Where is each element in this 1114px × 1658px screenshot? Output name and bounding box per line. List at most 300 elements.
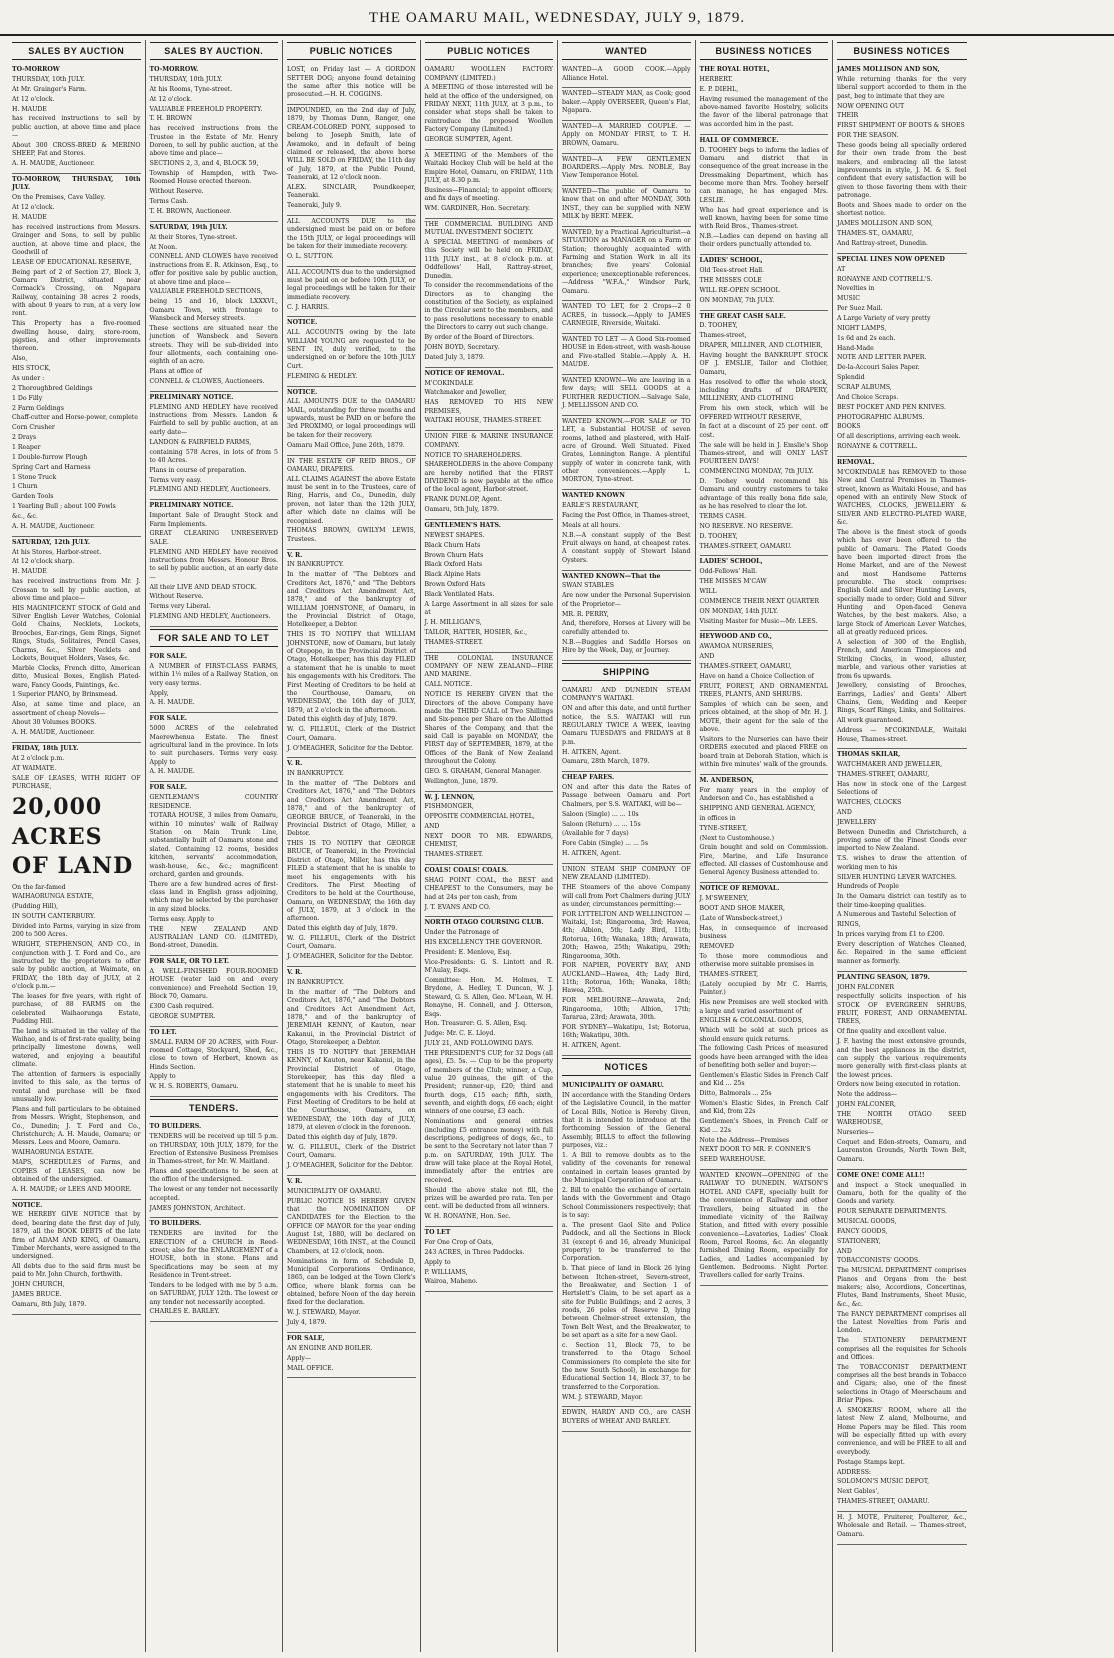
ad-line: NOTICE IS HEREBY GIVEN that the Directors of the above Company have made the THIRD CALL of Two Shillings and Six-pence per Share on the Allotted Shares of the Company, and that the said Call is payable on MONDAY, the FIRST day of SEPTEMBER, 1879, at the Offices of the Bank of New Zealand throughout the Colony. (424, 691, 553, 766)
ad-line: Facing the Post Office, in Thames-street, (562, 511, 690, 519)
ad-line: 1 Superior PIANO, by Brinsmead. (12, 691, 118, 699)
ad-line: FOR LYTTELTON AND WELLINGTON —Waitaki, 1st; Ringarooma, 3rd; Hawea, 4th; Albion, 5th; Lady Bird, 11th; Rotorua, 16th; Wanaka, 18th; Arawata, 20th; Hawea, 25th; Wakatipu, 29th; Ringarooma, 30th. (562, 910, 691, 960)
ad-line: Oamaru, 28th March, 1879. (562, 758, 650, 766)
advertisement (287, 1333, 416, 1378)
ad-line: N.B.—Buggies and Saddle Horses on Hire by the Week, Day, or Journey. (562, 638, 691, 654)
ad-line: WE HEREBY GIVE NOTICE that by deed, bearing date the first day of July, 1879, all the BOOK DEBTS of the late firm of ADAM AND KING, of Oamaru, Timber Merchants, were assigned to the undersigned. (12, 1211, 141, 1261)
ad-line: Wairoa, Maheno. (424, 1278, 478, 1286)
ad-line: RONAYNE & COTTRELL. (837, 443, 918, 451)
ad-line: has received instructions from Messrs. Grainger and Sons, to sell by public auction, at above time and place, the Goodwill of (12, 223, 141, 256)
ad-line: FOR SYDNEY—Wakatipu, 1st; Rotorua, 16th; Wakatipu, 30th. (562, 1023, 691, 1040)
ad-line: c. Section 11, Block 75, to be transferred to the Otago School Commissioners (to complete the site for the new South School), in exchange for Educational Section 14, Block 37, to be transferred to the Corporation. (562, 1341, 691, 1391)
ad-line: Dated this eighth day of July, 1879. (287, 716, 398, 724)
ad-line: MUNICIPALITY OF OAMARU. (287, 1187, 382, 1195)
ad-line: respectfully solicits inspection of his STOCK OF EVERGREEN SHRUBS, FRUIT, FOREST, AND ORNAMENTAL TREES, (837, 993, 967, 1026)
ad-line: Plans and specifications to be seen at the office of the undersigned. (149, 1168, 278, 1184)
ad-line: Vice-Presidents: G. S. Lintott and R. M'Aulay, Esqs. (424, 958, 553, 975)
section-header: SALES BY AUCTION (12, 42, 141, 60)
ad-line: D. Toohey would recommend his Oamaru and country customers to take advantage of this really bona fide sale, as he has resolved to clear the lot. (699, 478, 828, 511)
ad-line: Plans at office of (149, 368, 202, 376)
ad-line: The leases for five years, with right of purchase, of 88 FARMS on the celebrated Waihaorunga Estate, Pudding Hill. (12, 992, 141, 1025)
ad-line: TENDERS are invited for the ERECTION of a CHURCH in Reed-street; also for the ENLARGEMENT of a HOUSE, both in stone. Plans and Specifications may be seen at my Residence in Trent-street. (149, 1230, 278, 1280)
ad-line: AND (424, 823, 440, 831)
ad-line: OPPOSITE COMMERCIAL HOTEL, (424, 813, 535, 821)
ad-line: ON MONDAY, 14th JULY. (699, 607, 779, 615)
ad-line: AWAMOA NURSERIES, (699, 643, 774, 651)
ad-line: In the matter of "The Debtors and Creditors Act, 1876," and "The Debtors and Creditors Act Amendment Act, 1878," and of the bankruptcy of JEREMIAH KENNY, of Kauton, near Kakanui, in the Provincial District of Otago, Storekeeper, a Debtor. (287, 988, 416, 1047)
ad-line: Chaff-cutter and Horse-power, complete (12, 414, 138, 422)
advertisement (287, 758, 416, 967)
column-2 (146, 40, 284, 1652)
newspaper-columns (8, 40, 1108, 1652)
ad-line: HEYWOOD AND CO., (699, 633, 772, 641)
ad-line: There are a few hundred acres of first-class land in English grass adjoining, which may be selected by the purchaser in any sized blocks. (149, 880, 278, 913)
ad-line: REMOVED (699, 942, 734, 950)
ad-line: Judge: Mr. C. E. Lloyd. (424, 1030, 496, 1038)
ad-line: LADIES' SCHOOL, (699, 558, 763, 566)
ad-line: Hundreds of People (837, 883, 899, 891)
ad-line: TO BUILDERS. (149, 1220, 202, 1228)
column-1 (8, 40, 146, 1652)
ad-line: Apply to (149, 1073, 176, 1081)
ad-line: A selection of 300 of the English, French, and American Timepieces and Striking Clocks, in wood, alluster, marble, and various other varieties at from 6s upwards. (837, 639, 967, 680)
ad-line: 5000 ACRES of the celebrated Maerewhenua Estate. The finest agricultural land in the province. In lots to suit purchasers. Terms very easy. Apply to (149, 725, 278, 766)
advertisement (12, 537, 141, 743)
ad-line: T. H. BROWN, Auctioneer. (149, 208, 232, 216)
advertisement (150, 64, 279, 222)
advertisement (700, 1170, 829, 1286)
ad-line: V. R. (287, 760, 303, 768)
ad-line: About 300 CROSS-BRED & MERINO SHEEP, Fat and Stores. (12, 142, 141, 158)
ad-line: AT WAIMATE. (12, 764, 57, 772)
ad-line: Apply to (424, 1258, 451, 1266)
ad-line: Nominations in form of Schedule D, Municipal Corporations Ordinance, 1865, can be lodged at the Town Clerk's Office, where blank forms can be obtained, before Noon of the day herein fixed for the declaration. (287, 1257, 416, 1307)
ad-line: a. The present Gaol Site and Police Paddock, and all the Sections in Block 31 (except 6 and 16, already Municipal property) to be transferred to the Corporation. (562, 1221, 691, 1263)
ad-line: WANTED KNOWN—OPENING of the RAILWAY TO DUNEDIN. WATSON'S HOTEL AND CAFE, specially built for the convenience of Railway and other Travellers, being situated in the immediate vicinity of the Railway Station, and fitted with every possible convenience—Lavatories, Ladies' Cloak Room, Parcel Rooms, &c. An elegantly furnished Dining Room, especially for Ladies, and Ladies accompanied by Gentlemen. Bedrooms. Night Porter. Travellers called for early Trains. (699, 1172, 828, 1280)
ad-line: For many years in the employ of Anderson and Co., has established a (699, 786, 828, 803)
ad-line: IN THE ESTATE OF REID BROS., OF OAMARU, DRAPERS. (287, 457, 416, 473)
advertisement (562, 186, 691, 227)
ad-line: Teaneraki, July 9. (287, 202, 342, 210)
ad-line: Watchmaker and Jeweller, (424, 389, 507, 397)
ad-line: At 2 o'clock p.m. (12, 755, 65, 763)
ad-line: AT (837, 265, 846, 273)
ad-line: WANTED—A GOOD COOK.—Apply Alliance Hotel. (562, 66, 691, 82)
ad-line: WILL (699, 588, 717, 596)
ad-line: Terms very Liberal. (149, 603, 211, 611)
ad-line: PRELIMINARY NOTICE. (149, 393, 234, 401)
ad-line: GENTLEMEN'S HATS. (424, 522, 501, 530)
section-header: TENDERS. (150, 1099, 279, 1117)
ad-line: Orders now being executed in rotation. (837, 1081, 961, 1089)
ad-line: NORTH OTAGO COURSING CLUB. (424, 919, 544, 927)
advertisement (425, 917, 554, 1227)
ad-line: UNION FIRE & MARINE INSURANCE COMPANY. (424, 433, 553, 449)
ad-line: HAS REMOVED TO HIS NEW PREMISES, (424, 399, 553, 415)
ad-line: NOTICE OF REMOVAL. (424, 369, 505, 377)
ad-line: TOTARA HOUSE, 3 miles from Oamaru, within 10 minutes' walk of Railway Station on Main Trunk Line, substantially built of Oamaru stone and slated. Containing 12 rooms, besides kitchen, servants' accommodation, wash-house, &c., &c.; magnificent orchard, garden and grounds. (149, 812, 278, 878)
ad-line: Boots and Shoes made to order on the shortest notice. (837, 202, 967, 218)
ad-line: IN SOUTH CANTERBURY. (12, 913, 96, 921)
ad-line: THAMES-STREET, (699, 971, 759, 979)
ad-line: On the far-famed (12, 883, 66, 891)
ad-line: H. MAUDE (12, 568, 47, 576)
advertisement (425, 150, 554, 219)
ad-line: Tenders to be lodged with me by 5 a.m. on SATURDAY, JULY 12th. The lowest or any tender not necessarily accepted. (149, 1281, 278, 1306)
ad-line: W. H. RONAYNE, Hon. Sec. (424, 1213, 511, 1221)
advertisement (837, 64, 967, 254)
ad-line: MUSIC (837, 295, 860, 303)
ad-line: TENDERS will be received up till 5 p.m. on THURSDAY, 10th JULY, 1879, for the Erection of Extensive Business Premises in Thames-street, for Mr. W. Maitland. (149, 1133, 278, 1166)
advertisement (287, 216, 416, 267)
advertisement (562, 64, 691, 88)
ad-line: A NUMBER of FIRST-CLASS FARMS, within 1½ miles of a Railway Station, on very easy terms. (149, 662, 278, 687)
advertisement (425, 64, 554, 150)
ad-line: The above is the finest stock of goods which has ever been offered to the public of Oamaru. The Plated Goods have been imported direct from the Home Market, and are of the Newest and most Handsome Patterns procurable. The stock comprises: English Gold and Silver Hunting Levers, specially made to order; Gold and Silver Hunting and Open-faced Geneva Watches, by the best makers. Also, a large Stock of American Lever Watches, all at greatly reduced prices. (837, 528, 967, 637)
ad-line: MUNICIPALITY OF OAMARU. (562, 1082, 664, 1090)
ad-line: (Pudding Hill), (12, 903, 59, 911)
ad-line: A. H. MAUDE; or LEES AND MOORE. (12, 1185, 132, 1193)
ad-line: EARLE'S RESTAURANT, (562, 502, 639, 510)
ad-line: THURSDAY, 10th JULY. (149, 76, 223, 83)
ad-line: 243 ACRES, in Three Paddocks. (424, 1248, 525, 1256)
ad-line: W. G. FILLEUL, Clerk of the District Court, Oamaru. (287, 726, 416, 742)
advertisement (150, 782, 279, 956)
ad-line: J. O'MEAGHER, Solicitor for the Debtor. (287, 1162, 414, 1170)
ad-line: UNION STEAM SHIP COMPANY OF NEW ZEALAND (LIMITED). (562, 865, 691, 882)
advertisement (150, 392, 279, 500)
ad-line: Oamaru, 5th July, 1879. (424, 506, 499, 514)
ad-line: J. O'MEAGHER, Solicitor for the Debtor. (287, 953, 414, 961)
advertisement (562, 375, 691, 416)
ad-line: TO-MORROW, THURSDAY, 10th JULY. (12, 176, 141, 192)
ad-line: Oamaru Mail Office, June 26th, 1879. (287, 441, 405, 449)
advertisement (837, 1170, 967, 1512)
ad-line: M. ANDERSON, (699, 776, 754, 784)
ad-line: Between Dunedin and Christchurch, a proving some of the Finest Goods ever imported to New Zealand. (837, 828, 967, 853)
ad-line: Who has had great experience and is well known, having been for some time with Reid Bros., Thames-street. (699, 206, 828, 231)
ad-line: Divided into Farms, varying in size from 200 to 500 Acres. (12, 922, 141, 939)
ad-line: H. J. MOTE, Fruiterer, Poulterer, &c., Wholesale and Retail. — Thames-street, Oamaru. (837, 1513, 967, 1538)
ad-line: And Choice Scraps. (837, 393, 899, 401)
ad-line: SILVER HUNTING LEVER WATCHES. (837, 873, 957, 881)
ad-line: WANTED TO LET — A Good Six-roomed HOUSE in Eden-street, with wash-house and Five-stalled Stable.—Apply A. H. MAUDE. (562, 335, 691, 369)
ad-line: FOR THE SEASON. (837, 132, 899, 140)
ad-line: SPECIAL LINES NOW OPENED (837, 255, 945, 263)
advertisement (150, 1027, 279, 1098)
ad-line: JULY 21, AND FOLLOWING DAYS. (424, 1040, 534, 1048)
advertisement (150, 713, 279, 782)
ad-line: At Noon. (149, 243, 178, 251)
ad-line: At Mr. Grainger's Farm. (12, 85, 87, 93)
advertisement (562, 334, 691, 375)
ad-line: AN ENGINE AND BOILER. (287, 1344, 373, 1352)
ad-line: The sale will be held in J. Emslie's Shop Thames-street, and will ONLY LAST FOURTEEN DAYS! (699, 441, 828, 466)
ad-line: Jewellery, consisting of Brooches, Earrings, Ladies' and Gents' Albert Chains, Gem, Wedding and Keeper Rings, Scarf Rings, Links, and Solitaires. (837, 682, 967, 715)
ad-line: FOR MELBOURNE—Arawata, 2nd; Ringarooma, 10th; Albion, 17th; Tararua, 23rd; Arawata, 30th. (562, 997, 691, 1022)
ad-line: A. H. MAUDE, Auctioneer. (12, 522, 95, 530)
advertisement (837, 749, 967, 971)
ad-line: THE PRESIDENT'S CUP, for 32 Dogs (all ages), £5. 5s. — Cup to be the property of members of the Club; winner, a Cup, value 20 guineas, the gift of the President; runner-up, £20; third and fourth dogs, £15 each; fifth, sixth, seventh, and eighth dogs, £6 each; eight winners of one course, £3 each. (424, 1049, 553, 1116)
ad-line: In the matter of "The Debtors and Creditors Act, 1876," and "The Debtors and Creditors Act Amendment Act, 1878," and of the bankruptcy of GEORGE BRUCE, of Teaneraki, in the Provincial District of Otago, Miller, a Debtor. (287, 780, 416, 838)
section-header: FOR SALE AND TO LET (150, 629, 279, 647)
ad-line: 1 Double-furrow Plough (12, 453, 88, 461)
ad-line: OAMARU AND DUNEDIN STEAM COMPANY'S WAITAKI. (562, 686, 691, 703)
ad-line: Per Suez Mail. (837, 305, 883, 313)
ad-line: In fact at a discount of 25 per cent. off cost. (699, 423, 828, 439)
ad-line: Oamaru, 8th July, 1879. (12, 1301, 87, 1309)
ad-line: On the Premises, Cave Valley. (12, 194, 106, 202)
ad-line: A. H. MAUDE. (149, 699, 195, 707)
ad-line: COMMENCE THEIR NEXT QUARTER (699, 597, 820, 605)
ad-line: About 30 Volumes BOOKS. (12, 719, 97, 727)
ad-line: These sections are situated near the junction of Wansbeck and Severn streets. They will be sub-divided into four allotments, each containing one-eighth of an acre. (149, 324, 278, 366)
ad-line: July 4, 1879. (287, 1319, 327, 1327)
ad-line: H. AITKEN, Agent. (562, 748, 621, 756)
ad-line: b. That piece of land in Block 26 lying between Itchen-street, Severn-street, the Breakwater, and Section 1 of Hertslett's Claim, to be set apart as a site for Public Buildings; and 2 acres, 3 roods, 26 poles of Reserve D, lying between Chelmer-street extension, the Town Belt West, and the Breakwater, to be set apart as a site for a new Gaol. (562, 1265, 691, 1340)
ad-line: Has now in stock one of the Largest Selections of (837, 780, 967, 797)
advertisement (837, 1512, 967, 1545)
ad-line: THE MISSES COLE (699, 277, 762, 285)
ad-line: Township of Hampden, with Two-Roomed House erected thereon. (149, 170, 278, 186)
ad-line: and inspect a Stock unequalled in Oamaru, both for the quality of the Goods and variety. (837, 1181, 967, 1206)
ad-line: FISHMONGER, (424, 803, 474, 811)
ad-line: JOHN BOYD, Secretary. (424, 343, 500, 351)
ad-line: JOHN FALCONER, (837, 1101, 897, 1109)
ad-line: Have on hand a Choice Collection of (699, 672, 814, 680)
ad-line: ON and after this date the Rates of Passage between Oamaru and Port Chalmers, per S.S. WAITAKI, will be— (562, 784, 691, 808)
advertisement (150, 1121, 279, 1218)
ad-line: FOR SALE. (149, 784, 188, 792)
ad-line: Black Oxford Hats (424, 561, 483, 569)
ad-line: T. H. BROWN (149, 115, 193, 123)
advertisement (150, 956, 279, 1027)
ad-line: W. J. LENNON, (424, 793, 475, 801)
ad-line: A WELL-FINISHED FOUR-ROOMED HOUSE (water laid on and every convenience) and Freehold Section 19, Block 70, Oamaru. (149, 967, 278, 1001)
ad-line: ENGLISH & COLONIAL GOODS, (699, 1017, 804, 1025)
section-header: NOTICES (562, 1058, 691, 1076)
ad-line: GREAT CLEARING UNRESERVED SALE. (149, 530, 278, 546)
ad-line: All their LIVE AND DEAD STOCK. (149, 583, 257, 591)
advertisement (425, 219, 554, 368)
ad-line: THE MISSES M'CAW (699, 578, 767, 586)
advertisement (700, 311, 829, 557)
ad-line: TO-MORROW. (149, 66, 199, 74)
ad-line: FANCY GOODS, (837, 1227, 888, 1235)
ad-line: OAMARU WOOLLEN FACTORY COMPANY (LIMITED.) (424, 66, 553, 82)
ad-line: At 12 o'clock. (12, 95, 55, 103)
ad-line: At his Rooms, Tyne-street. (149, 85, 233, 93)
ad-line: EDWIN, HARDY AND CO., are CASH BUYERS of WHEAT AND BARLEY. (562, 1409, 691, 1425)
ad-line: J. T. EVANS AND CO. (424, 903, 491, 911)
ad-line: 2 Thoroughbred Geldings (12, 384, 93, 392)
ad-line: SHAG POINT COAL, the BEST and CHEAPEST to the Consumers, may be had at 24s per ton cash, from (424, 876, 553, 901)
ad-line: NOTICE. (287, 388, 318, 396)
ad-line: (Lately occupied by Mr C. Harris, Painter.) (699, 980, 828, 997)
section-header: SALES BY AUCTION. (150, 42, 279, 60)
advertisement (425, 368, 554, 432)
ad-line: SOLOMON'S MUSIC DEPOT, (837, 1478, 930, 1486)
ad-line: ALEX. SINCLAIR, Poundkeeper, Teaneraki. (287, 183, 416, 200)
advertisement (562, 772, 691, 864)
ad-line: Nurseries— (837, 1129, 875, 1137)
ad-line: THEIR (837, 112, 859, 120)
ad-line: WANTED, by a Practical Agriculturist—a SITUATION as MANAGER on a Farm or Station; thoroughly acquainted with Farming and Station Work in all its branches; five years' Colonial experience; unexceptionable references.—Address "W.F.A.," Windsor Park, Oamaru. (562, 229, 691, 295)
ad-line: FOR SALE, OR TO LET. (149, 958, 230, 966)
ad-line: THURSDAY, 10th JULY. (12, 76, 86, 83)
ad-line: The following Cash Prices of measured goods have been arranged with the idea of benefiting both seller and buyer:— (699, 1045, 828, 1070)
ad-line: THAMES-STREET, OAMARU. (837, 1498, 930, 1506)
ad-line: NOTICE TO SHAREHOLDERS. (424, 451, 522, 459)
ad-line: MUSICAL GOODS, (837, 1217, 897, 1225)
ad-line: REMOVAL. (837, 459, 875, 467)
ad-line: De-la-Accouri Sales Paper. (837, 364, 920, 372)
ad-line: ALL ACCOUNTS DUE to the undersigned must be paid on or before the 15th JULY, or legal proceedings will be taken for their immediate recovery. (287, 217, 416, 250)
ad-line: NOW OPENING OUT (837, 102, 905, 110)
ad-line: Of fine quality and excellent value. (837, 1028, 947, 1036)
ad-line: Saloon (Single) ... ... 10s (562, 810, 639, 818)
ad-line: &c., &c. (12, 513, 38, 521)
ad-line: Having bought the BANKRUPT STOCK OF J. EMSLIE, Tailor and Clothier, Oamaru, (699, 352, 828, 376)
ad-line: JEWELLERY (837, 818, 877, 826)
ad-line: SATURDAY, 19th JULY. (149, 223, 228, 231)
ad-line: STATIONERY, (837, 1237, 881, 1245)
ad-line: GEORGE SUMPTER. (149, 1012, 216, 1020)
ad-line: 1 Do Filly (12, 394, 43, 402)
ad-line: Are now under the Personal Supervision of the Proprietor— (562, 592, 691, 608)
ad-line: CHEAP FARES. (562, 774, 615, 782)
section-header: SHIPPING (562, 663, 691, 681)
ad-line: The TOBACCONIST DEPARTMENT comprises all the best brands in Tobacco and Cigars; also, one of the finest selections in Otago of Meerschaum and Briar Pipes. (837, 1363, 967, 1405)
ad-line: VALUABLE FREEHOLD PROPERTY. (149, 105, 263, 113)
ad-line: This Property has a five-roomed dwelling house, dairy, store-room, pigsties, and other improvements thereon. (12, 320, 141, 353)
ad-line: has received instructions from Mr. J. Crossan to sell by public auction, at above time and place— (12, 578, 141, 602)
ad-line: CALL NOTICE. (424, 681, 473, 689)
ad-line: Meals at all hours. (562, 521, 621, 529)
ad-line: In the Oamaru district can testify as to their time-keeping qualities. (837, 893, 967, 909)
ad-line: WAIHAORUNGA ESTATE. (12, 1149, 94, 1157)
ad-line: C. J. HARRIS. (287, 303, 329, 311)
ad-line: Hon. Treasurer: G. S. Allen, Esq. (424, 1020, 527, 1028)
ad-line: The STATIONERY DEPARTMENT comprises all the requisites for Schools and Offices. (837, 1337, 967, 1361)
ad-line: Also, at same time and place, an assortment of cheap Novels— (12, 701, 141, 717)
ad-line: HIS EXCELLENCY THE GOVERNOR. (424, 939, 543, 947)
ad-line: Having resumed the management of the above-named favorite Hostelry, solicits the favor of the liberal patronage that was accorded him in the past. (699, 95, 828, 128)
ad-line: WATCHMAKER AND JEWELLER, (837, 761, 943, 769)
ad-line: HERBERT. (699, 76, 733, 83)
ad-line: Odd-Fellows' Hall. (699, 568, 758, 576)
ad-line: HIS STOCK, (12, 365, 51, 373)
ad-line: THAMES-STREET. (424, 638, 484, 646)
ad-line: AND (837, 809, 852, 817)
ad-line: W. J. STEWARD, Mayor. (287, 1309, 361, 1317)
advertisement (562, 864, 691, 1056)
ad-line: THOMAS BROWN, GWILYM LEWIS, Trustees. (287, 527, 416, 543)
ad-line: Dated July 3, 1879. (424, 353, 485, 361)
ad-line: SATURDAY, 12th JULY. (12, 538, 91, 546)
ad-line: Splendid (837, 374, 865, 382)
advertisement (287, 267, 416, 318)
ad-line: has received instructions to sell by public auction, at above time and place— (12, 115, 141, 140)
ad-line: BEST POCKET AND PEN KNIVES. (837, 403, 946, 411)
newspaper-title: THE OAMARU MAIL, WEDNESDAY, JULY 9, 1879. (368, 10, 746, 26)
ad-line: D. TOOHEY, (699, 532, 738, 540)
ad-line: From his own stock, which will be OFFERED WITHOUT RESERVE, (699, 405, 828, 421)
ad-line: FLEMING AND HEDLEY, Auctioneers. (149, 613, 271, 621)
ad-line: WAIHAORUNGA ESTATE, (12, 893, 94, 901)
ad-line: MR. R. PERRY, (562, 610, 609, 618)
ad-line: SALE OF LEASES, WITH RIGHT OF PURCHASE, (12, 774, 141, 791)
ad-line: Thames-street, (699, 332, 747, 340)
ad-line: Plans and full particulars to be obtained from Messrs. Wright, Stephenson, and Co., Dunedin; J. T. Ford and Co., Christchurch; A. H. Maude, Oamaru; or Messrs. Lees and Moore, Oamaru. (12, 1106, 141, 1147)
ad-line: AND (837, 1247, 852, 1255)
ad-line: WANTED KNOWN (562, 492, 625, 500)
advertisement (425, 431, 554, 520)
ad-line: Saloon (Return) ... ... 15s (562, 820, 641, 828)
ad-line: 1. A Bill to remove doubts as to the validity of the covenants for renewal contained in certain leases granted by the Municipal Corporation of Oamaru. (562, 1152, 691, 1185)
ad-line: While returning thanks for the very liberal support accorded to them in the past, beg to intimate that they are (837, 76, 967, 100)
ad-line: Which will be sold at such prices as should ensure quick returns. (699, 1027, 828, 1043)
ad-line: DRAPER, MILLINER, AND CLOTHIER, (699, 342, 823, 350)
ad-line: SWAN STABLES (562, 582, 615, 590)
ad-line: 1s 6d and 2s each. (837, 334, 896, 342)
ad-line: Of all descriptions, arriving each week. (837, 433, 961, 441)
ad-line: JAMES MOLLISON AND SON, (837, 220, 933, 228)
ad-line: IN BANKRUPTCY. (287, 979, 345, 986)
ad-line: 1 Churn (12, 483, 38, 491)
ad-line: LADIES' SCHOOL, (699, 257, 763, 265)
advertisement (287, 456, 416, 550)
advertisement (562, 154, 691, 187)
advertisement (837, 972, 967, 1170)
ad-line: A MEETING of those interested will be held at the office of the undersigned, on FRIDAY NEXT, 11th JULY, at 3 p.m., to consider what steps shall be taken to reintroduce the proposed Woollen Factory Company (Limited.) (424, 84, 553, 134)
advertisement (287, 317, 416, 386)
ad-line: WILL RE-OPEN SCHOOL (699, 286, 780, 294)
ad-line: FRANK DUNLOP, Agent. (424, 496, 503, 504)
ad-line: Apply, (149, 689, 169, 697)
ad-line: W. G. FILLEUL, Clerk of the District Court, Oamaru. (287, 1143, 416, 1160)
ad-line: THIS IS TO NOTIFY that JEREMIAH KENNY, of Kauton, near Kakanui, in the Provincial District of Otago, Storekeeper, has this day filed a statement that he is unable to meet his engagements with his Creditors. The First Meeting of Creditors to be held at the Courthouse, Oamaru, on WEDNESDAY, the 16th day of JULY, 1879, at eleven o'clock in the forenoon. (287, 1048, 416, 1132)
section-header: BUSINESS NOTICES (700, 42, 829, 60)
ad-line: NIGHT LAMPS, (837, 324, 887, 332)
ad-line: LOST, on Friday last — A GORDON SETTER DOG; anyone found detaining the same after this notice will be prosecuted.—H. H. COGGINS. (287, 66, 416, 99)
ad-line: 1 Yearling Bull ; about 100 Fowls (12, 503, 116, 511)
ad-line: HIS MAGNIFICENT STOCK of Gold and Silver English Lever Watches, Colonial Gold Chains, Necklets, Lockets, Brooches, Ear-rings, Gem Rings, Signet Rings, Studs, Solitaires, Pencil Cases, Charms, &c., Silver Necklets and Lockets, Bouquet Holders, Vases, &c. (12, 604, 141, 662)
ad-line: A SMOKERS' ROOM, where all the latest New Z aland, Melbourne, and Home Papers may be filed. This room will be especially fitted up with every convenience, and will be FREE to all and everybody. (837, 1407, 967, 1456)
ad-line: Nominations and general entries (including £5 entrance money) with full descriptions, pedigrees of dogs, &c., to be sent to the Secretary not later than 7 p.m. on SATURDAY, 19th JULY. The draw will take place at the Royal Hotel, immediately after the entries are received. (424, 1118, 553, 1184)
ad-line: RINGS, (837, 921, 861, 929)
ad-line: TOBACCONISTS' GOODS. (837, 1257, 920, 1265)
ad-line: BOOKS (837, 423, 861, 431)
section-header: WANTED (562, 42, 691, 60)
ad-line: ALL CLAIMS AGAINST the above Estate must be sent in to the Trustees, care of Ring, Harris, and Co., Dunedin, duly proven, not later than the 12th JULY, after which date no claims will be recognised. (287, 475, 416, 525)
ad-line: Brown Churn Hats (424, 551, 484, 559)
ad-line: Brown Oxford Hats (424, 581, 486, 589)
ad-line: Terms very easy. (149, 476, 202, 484)
ad-line: THAMES-ST., OAMARU, (837, 230, 914, 238)
ad-line: PHOTOGRAPHIC ALBUMS. (837, 413, 925, 421)
ad-line: TO LET. (149, 1028, 177, 1036)
advertisement (12, 743, 141, 1199)
ad-line: D. TOOHEY begs to inform the ladies of Oamaru and district that in consequence of the great increase in the Dressmaking Department, which has become more than Mrs. Toohey herself can manage, he has engaged Mrs. LESLIE. (699, 146, 828, 204)
ad-line: WM. GARDINER, Hon. Secretary. (424, 205, 530, 213)
ad-line: Women's Elastic Sides, in French Calf and Kid, from 22s (699, 1100, 828, 1116)
ad-line: THAMES-STREET, OAMARU. (699, 542, 792, 550)
ad-line: THE ROYAL HOTEL, (699, 66, 770, 74)
ad-line: THE COLONIAL INSURANCE COMPANY OF NEW ZEALAND—FIRE AND MARINE. (424, 654, 553, 679)
ad-line: GEORGE SUMPTER, Agent. (424, 136, 513, 144)
ad-line: Terms Cash. (149, 198, 189, 206)
